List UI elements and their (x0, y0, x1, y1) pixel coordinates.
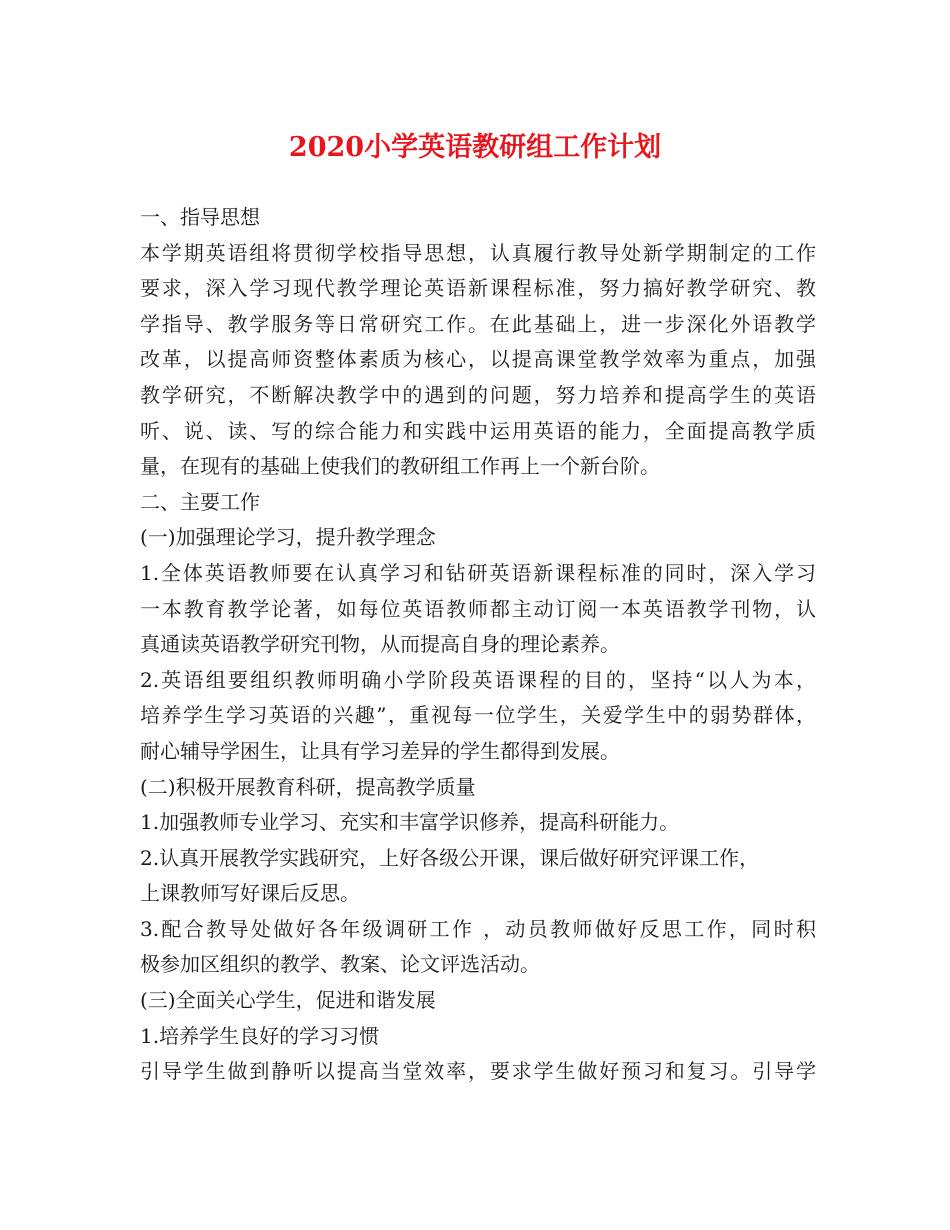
text-line: (一)加强理论学习，提升教学理念 (140, 525, 436, 550)
text-line: 真通读英语教学研究刊物，从而提高自身的理论素养。 (140, 632, 620, 657)
text-line: 一、指导思想 (140, 205, 260, 229)
text-line: 改革，以提高师资整体素质为核心，以提高课堂教学效率为重点，加强 (140, 347, 816, 372)
text-line: 1.全体英语教师要在认真学习和钻研英语新课程标准的同时，深入学习 (140, 560, 816, 585)
text-line: 培养学生学习英语的兴趣”，重视每一位学生，关爱学生中的弱势群体， (140, 703, 816, 728)
text-line: 二、主要工作 (140, 489, 260, 514)
text-line: 上课教师写好课后反思。 (140, 881, 360, 906)
text-line: (三)全面关心学生，促进和谐发展 (140, 988, 436, 1013)
text-line: 教学研究，不断解决教学中的遇到的问题，努力培养和提高学生的英语 (140, 382, 816, 407)
text-line: 1.培养学生良好的学习习惯 (140, 1023, 380, 1048)
document-body (140, 200, 816, 1090)
text-line: 2.认真开展教学实践研究，上好各级公开课，课后做好研究评课工作， (140, 845, 760, 870)
text-line: 3.配合教导处做好各年级调研工作 ，动员教师做好反思工作，同时积 (140, 916, 816, 941)
text-line: 耐心辅导学困生，让具有学习差异的学生都得到发展。 (140, 738, 620, 763)
text-line: 要求，深入学习现代教学理论英语新课程标准，努力搞好教学研究、教 (140, 276, 816, 301)
text-line: 本学期英语组将贯彻学校指导思想，认真履行教导处新学期制定的工作 (140, 240, 816, 265)
text-line: 量，在现有的基础上使我们的教研组工作再上一个新台阶。 (140, 454, 660, 479)
text-line: (二)积极开展教育科研，提高教学质量 (140, 774, 476, 799)
text-line: 听、说、读、写的综合能力和实践中运用英语的能力，全面提高教学质 (140, 418, 816, 443)
text-line: 引导学生做到静听以提高当堂效率，要求学生做好预习和复习。引导学 (140, 1059, 816, 1084)
text-line: 1.加强教师专业学习、充实和丰富学识修养，提高科研能力。 (140, 810, 680, 835)
text-line: 2.英语组要组织教师明确小学阶段英语课程的目的，坚持“以人为本， (140, 667, 816, 692)
document-title: 2020小学英语教研组工作计划 (288, 132, 662, 163)
text-line: 学指导、教学服务等日常研究工作。在此基础上，进一步深化外语教学 (140, 311, 816, 336)
text-line: 极参加区组织的教学、教案、论文评选活动。 (140, 952, 540, 977)
text-line: 一本教育教学论著，如每位英语教师都主动订阅一本英语教学刊物，认 (140, 596, 816, 621)
